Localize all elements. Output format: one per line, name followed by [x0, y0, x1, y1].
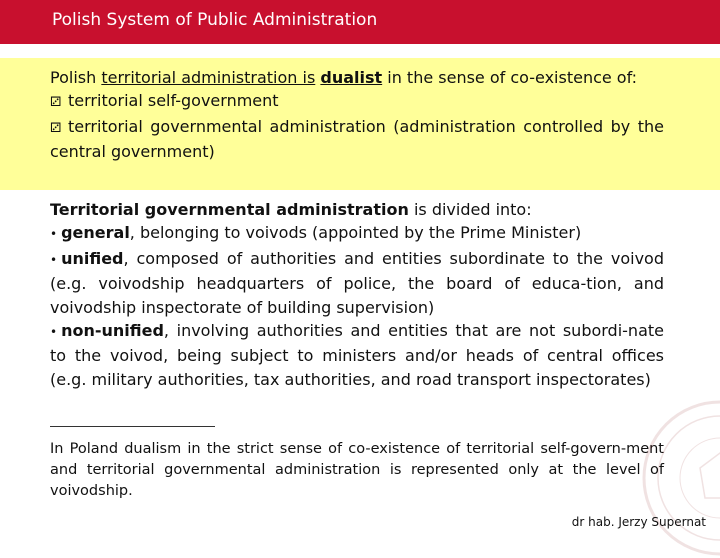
term-general: general — [61, 223, 130, 243]
dice-icon: ⚂ — [50, 95, 62, 111]
bullet-icon: • — [50, 227, 58, 242]
dice-icon: ⚂ — [50, 120, 62, 136]
university-seal-watermark — [640, 398, 720, 558]
intro-paragraph: Polish territorial administration is dualist in the sense of co-existence of: ⚂ territorial self-government ⚂ territorial governmental administration (administration controlled by the central government) — [50, 68, 664, 162]
header-bar — [0, 0, 720, 44]
bullet-icon: • — [50, 252, 58, 267]
author-credit: dr hab. Jerzy Supernat — [571, 515, 706, 529]
footnote-divider — [50, 426, 215, 427]
division-heading: Territorial governmental administration — [50, 200, 409, 219]
slide-title: Polish System of Public Administration — [52, 10, 378, 30]
division-paragraph: Territorial governmental administration is divided into: • general, belonging to voivods (appointed by the Prime Minister) • unified, composed of authorities and entities subordinate to the voivod (e.g. voivodship headquarters of police, the board of educa-tion, and voivodship inspectorate of building supervision) • non-unified, involving authorities and entities that are not subordi-nate to the voivod, being subject to ministers and/or heads of central offices (e.g. military authorities, tax authorities, and road transport inspectorates) — [50, 200, 664, 389]
intro-item-governmental: territorial governmental administration (administration controlled by the central government) — [50, 116, 664, 162]
term-unified: unified — [61, 248, 124, 268]
term-territorial-administration: territorial administration is — [101, 68, 316, 87]
term-non-unified: non-unified — [61, 321, 164, 341]
bullet-icon: • — [50, 325, 58, 340]
term-dualist: dualist — [320, 68, 383, 87]
intro-item-self-government: territorial self-government — [68, 91, 279, 111]
footnote-text: In Poland dualism in the strict sense of co-existence of territorial self-govern-ment and territorial governmental administration is represented only at the level of voivodship. — [50, 441, 664, 499]
